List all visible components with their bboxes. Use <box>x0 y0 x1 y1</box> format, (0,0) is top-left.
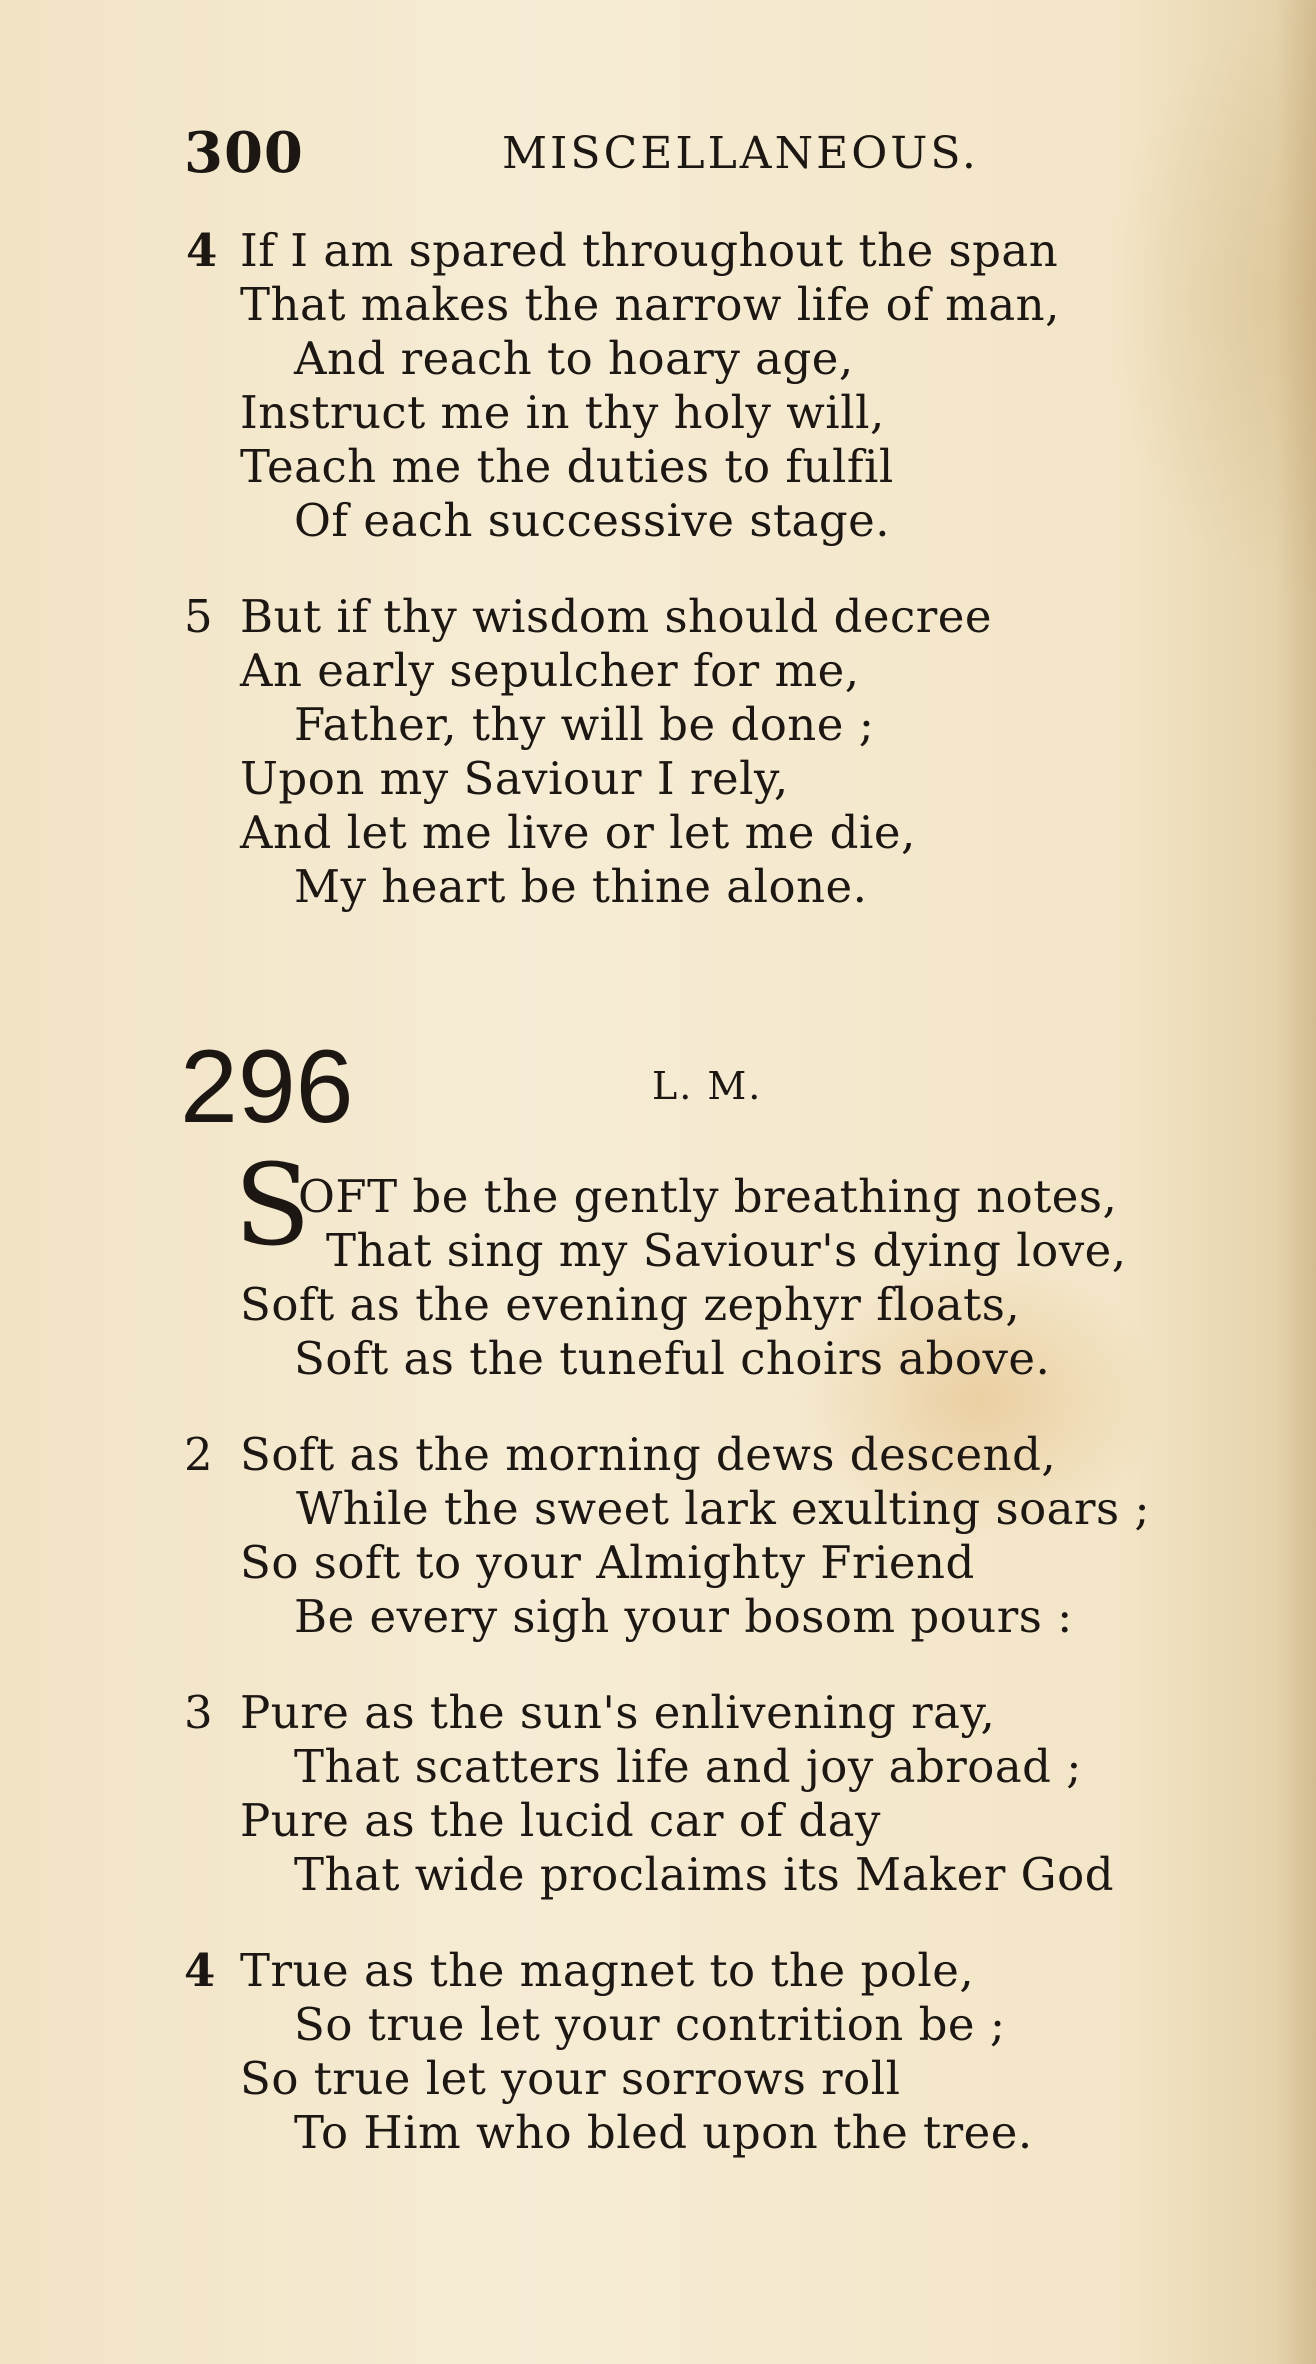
page-edge-shadow <box>1276 0 1316 2364</box>
hymn-meter: L. M. <box>652 1064 763 1108</box>
verse-line: An early sepulcher for me, <box>240 644 860 697</box>
verse-line: Pure as the sun's enlivening ray, <box>240 1686 996 1739</box>
stanza-number: 4 <box>186 224 218 277</box>
page-number: 300 <box>184 120 304 186</box>
verse-line: Father, thy will be done ; <box>294 698 875 751</box>
verse-line: My heart be thine alone. <box>294 860 868 913</box>
verse-line: Instruct me in thy holy will, <box>240 386 885 439</box>
verse-line: True as the magnet to the pole, <box>240 1944 975 1997</box>
verse-line: Soft as the evening zephyr floats, <box>240 1278 1021 1331</box>
verse-line: That makes the narrow life of man, <box>240 278 1060 331</box>
verse-line: So true let your sorrows roll <box>240 2052 901 2105</box>
stanza-number: 2 <box>184 1428 214 1481</box>
verse-line: And reach to hoary age, <box>294 332 854 385</box>
verse-line: Soft as the tuneful choirs above. <box>294 1332 1051 1385</box>
verse-line: So soft to your Almighty Friend <box>240 1536 975 1589</box>
verse-line: Teach me the duties to fulfil <box>240 440 894 493</box>
verse-line: To Him who bled upon the tree. <box>294 2106 1033 2159</box>
verse-line: If I am spared throughout the span <box>240 224 1059 277</box>
verse-line: Be every sigh your bosom pours : <box>294 1590 1073 1643</box>
verse-line: That sing my Saviour's dying love, <box>326 1224 1127 1277</box>
verse-line: But if thy wisdom should decree <box>240 590 993 643</box>
verse-line: And let me live or let me die, <box>240 806 916 859</box>
verse-line: Pure as the lucid car of day <box>240 1794 881 1847</box>
verse-line: While the sweet lark exulting soars ; <box>296 1482 1151 1535</box>
section-title: MISCELLANEOUS. <box>502 128 979 179</box>
verse-line: Upon my Saviour I rely, <box>240 752 789 805</box>
verse-line: Soft as the morning dews descend, <box>240 1428 1057 1481</box>
verse-line: So true let your contrition be ; <box>294 1998 1006 2051</box>
verse-line: OFT be the gently breathing notes, <box>298 1170 1118 1223</box>
stanza-number: 5 <box>184 590 214 643</box>
stanza-number: 4 <box>184 1944 216 1997</box>
stanza-number: 3 <box>184 1686 214 1739</box>
verse-line: That wide proclaims its Maker God <box>294 1848 1114 1901</box>
verse-line: Of each successive stage. <box>294 494 891 547</box>
drop-cap: S <box>234 1141 311 1271</box>
hymn-number: 296 <box>180 1029 354 1145</box>
verse-line: That scatters life and joy abroad ; <box>294 1740 1082 1793</box>
